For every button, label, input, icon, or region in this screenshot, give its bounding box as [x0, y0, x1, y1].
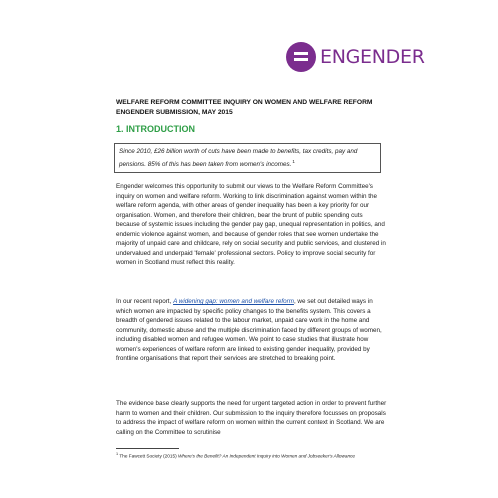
paragraph-3: The evidence base clearly supports the need for urgent targeted action in order to prevent further harm to women and their children. Our submission to the inquiry therefore focusses on proposals to address the impact of welfare reform on women within the current context in Scotland. We are calling on the Committee to scrutinise: [116, 400, 387, 436]
paragraph-2-prefix: In our recent report,: [116, 298, 174, 305]
callout-text: Since 2010, £26 billion worth of cuts have been made to benefits, tax credits, pay and pensions. 85% of this has been taken from women's incomes.: [119, 148, 358, 169]
footnote: [116, 451, 391, 460]
paragraph-2-suffix: , we set out detailed ways in which women are impacted by specific policy changes to the benefits system. This covers a breadth of gendered issues related to the labour market, unpaid care work in the home and community, domestic abuse and the multiple discrimination faced by different groups of women, including disabled women and refugee women. We point to case studies that illustrate how women's experiences of welfare reform are linked to existing gender inequality, provided by frontline organisations that report their services are stretched to breaking point.: [116, 298, 382, 362]
document-heading: [116, 98, 396, 118]
paragraph-2: [116, 297, 388, 364]
callout-box: [114, 143, 381, 173]
footnote-divider: [116, 448, 179, 449]
footnote-prefix: The Fawcett Society (2015): [118, 453, 178, 459]
footnote-number: 1: [116, 452, 119, 456]
callout-footnote-ref: 1: [292, 159, 295, 165]
section-title: 1. INTRODUCTION: [116, 124, 196, 134]
report-link[interactable]: A widening gap: women and welfare reform: [173, 298, 294, 305]
paragraph-1: Engender welcomes this opportunity to submit our views to the Welfare Reform Committee's inquiry on women and welfare reform. Working to link discrimination against women within the welfare reform agenda, with other areas of gender inequality has been a key priority for our organisation. Women, and therefore their children, bear the brunt of public spending cuts because of systemic issues including the gender pay gap, unequal representation in politics, and endemic violence against women, and because of gender roles that see women undertake the majority of unpaid care and childcare, rely on social security and public services, and clustered in undervalued and underpaid 'female' professional sectors. Policy to improve social security for women in Scotland must reflect this reality.: [116, 183, 386, 266]
heading-line-1: WELFARE REFORM COMMITTEE INQUIRY ON WOMEN AND WELFARE REFORM: [116, 99, 373, 106]
engender-logo: [286, 41, 425, 73]
equals-logo-icon: [286, 42, 316, 72]
heading-line-2: ENGENDER SUBMISSION, MAY 2015: [116, 109, 233, 116]
footnote-title: Where's the Benefit? An Independent Inquiry into Women and Jobseeker's Allowance: [177, 453, 356, 459]
logo-wordmark: ENGENDER: [320, 46, 425, 68]
